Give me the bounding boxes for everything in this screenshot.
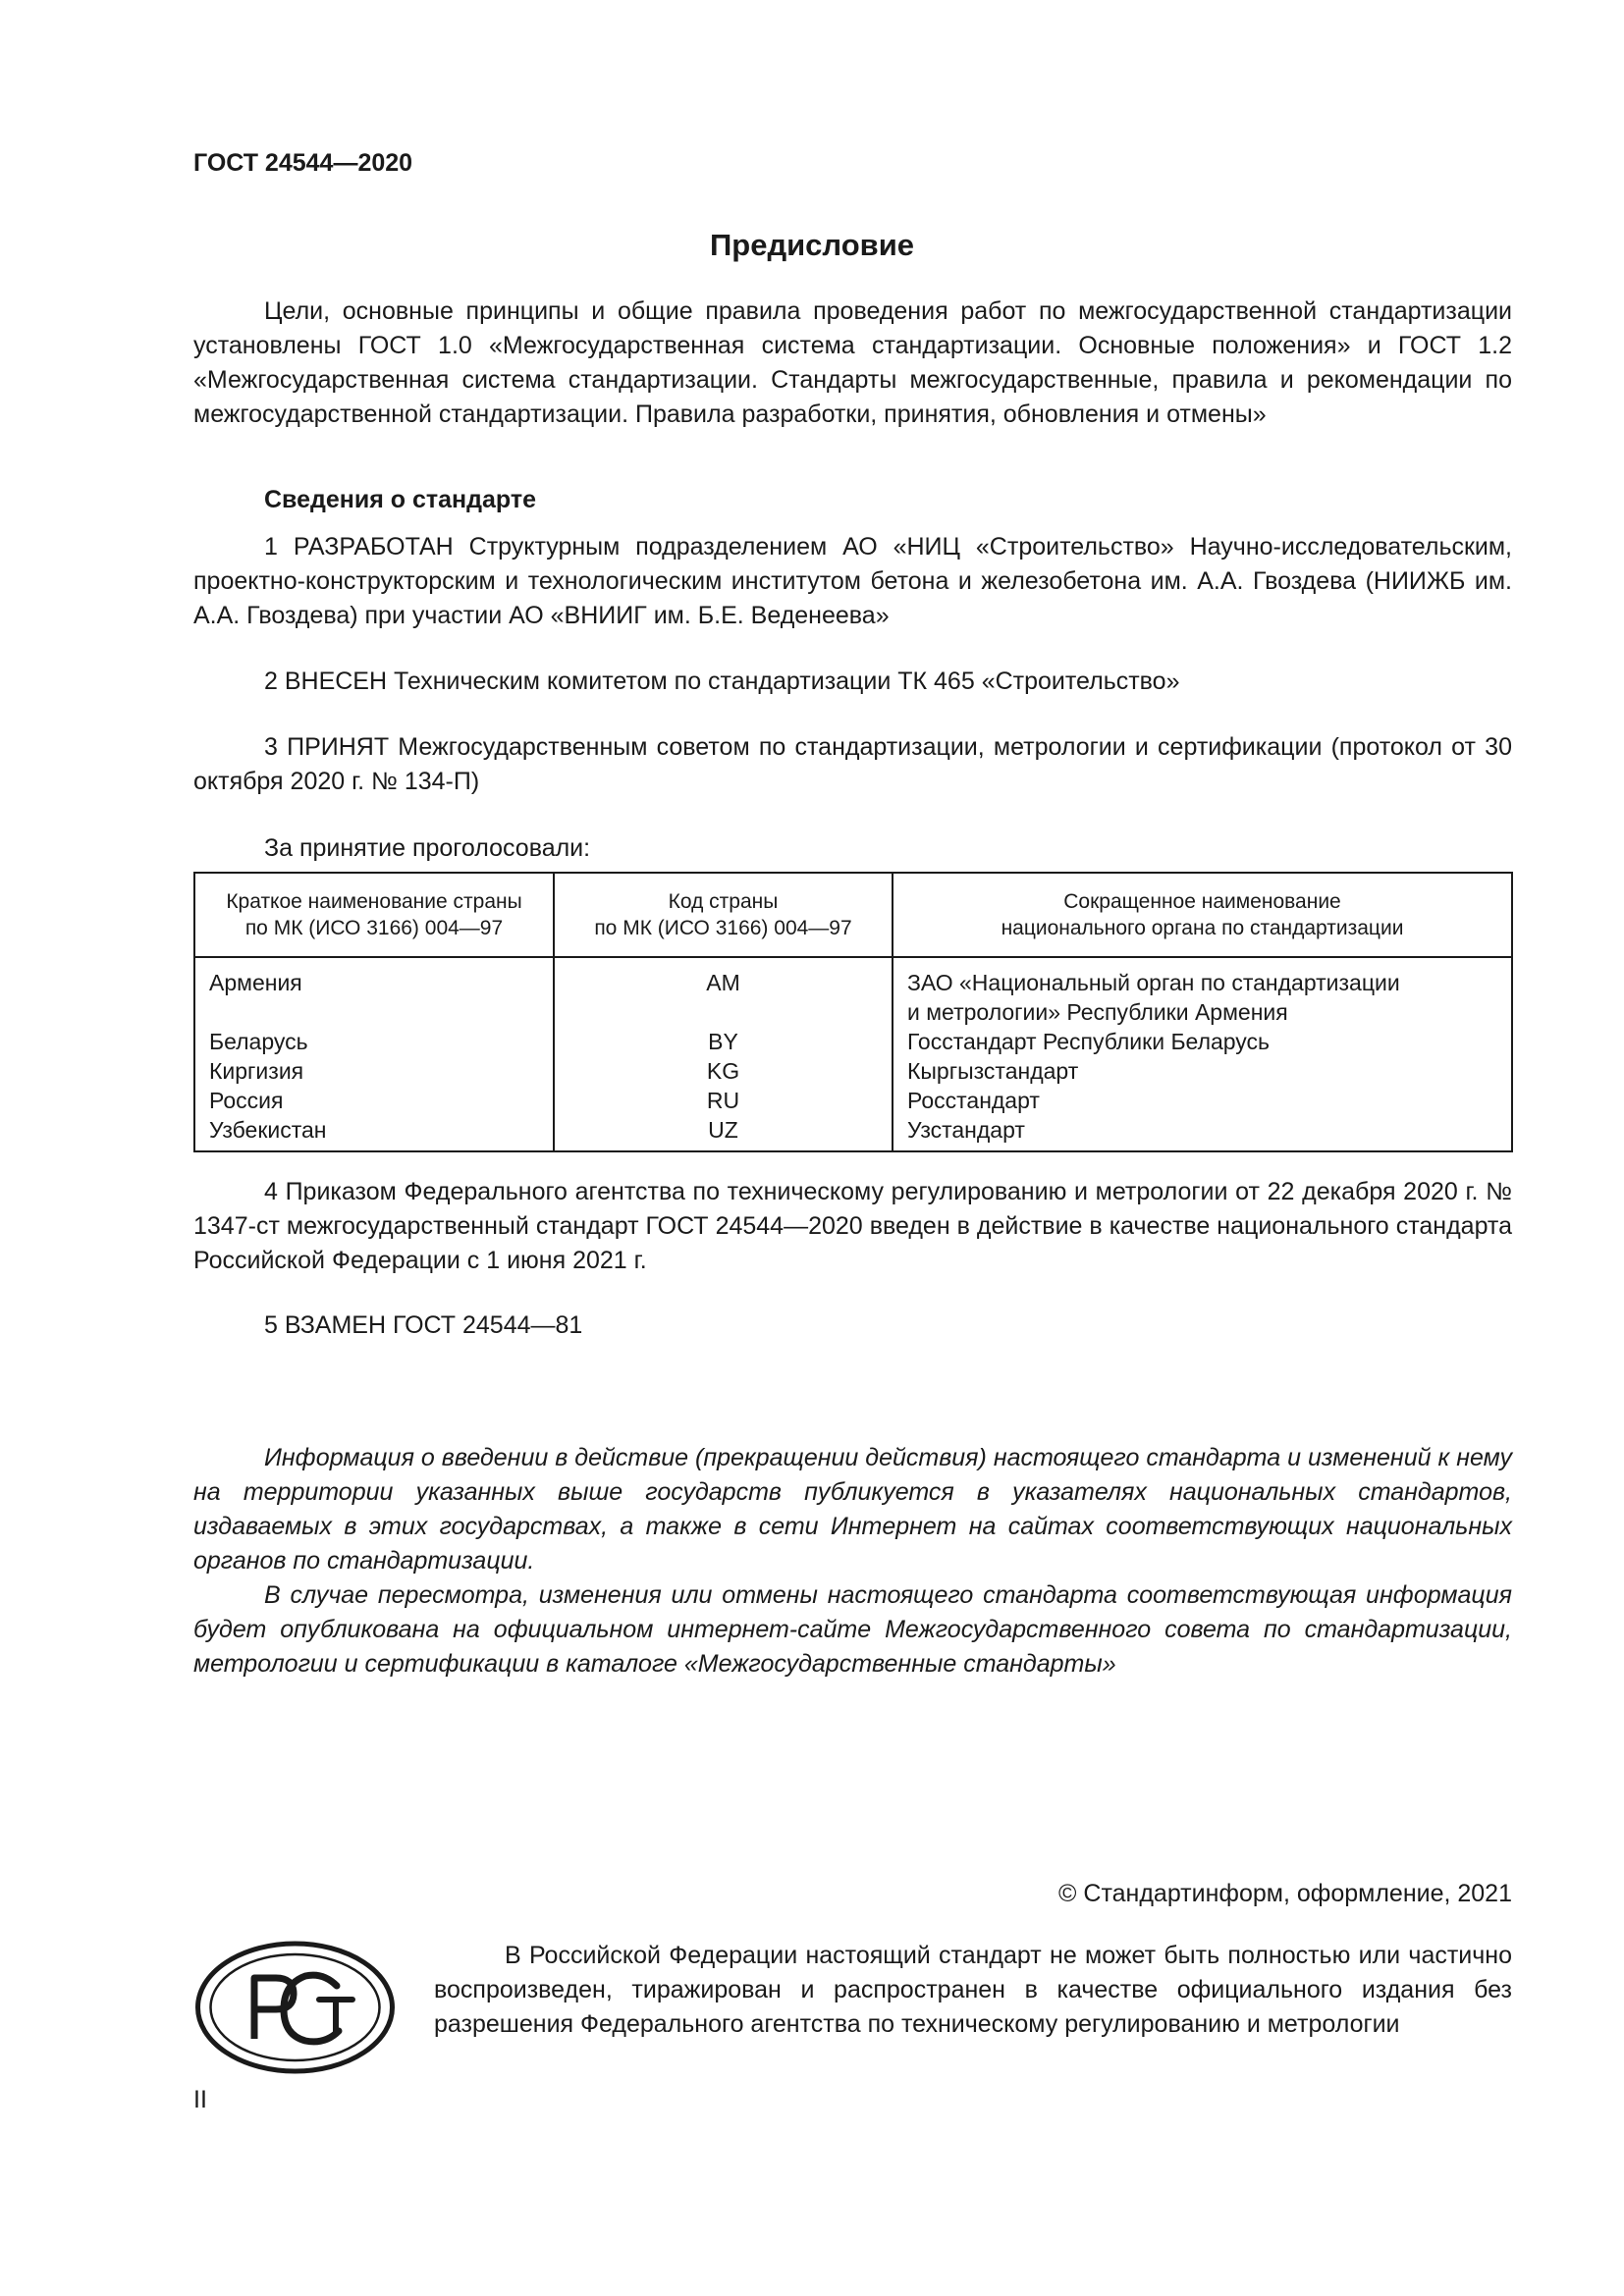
body-cell: Узстандарт <box>893 1115 1512 1151</box>
header-line: национального органа по стандартизации <box>1001 917 1404 939</box>
item-submitted: 2 ВНЕСЕН Техническим комитетом по стандартизации ТК 465 «Строительство» <box>264 667 1180 695</box>
body-cell: и метрологии» Республики Армения <box>893 997 1512 1027</box>
code-cell: BY <box>554 1027 893 1056</box>
table-row <box>194 1115 1512 1151</box>
country-cell: Беларусь <box>194 1027 554 1056</box>
country-cell: Армения <box>194 957 554 997</box>
item-replaces: 5 ВЗАМЕН ГОСТ 24544—81 <box>264 1311 583 1339</box>
intro-paragraph: Цели, основные принципы и общие правила проведения работ по межгосударственной стандартизации установлены ГОСТ 1.0 «Межгосударственная система стандартизации. Основные положения» и ГОСТ 1.2 «Межгосударственная система стандартизации. Стандарты межгосударственные, правила и рекомендации по межгосударственной стандартизации. Правила разработки, принятия, обновления и отмены» <box>193 297 1512 428</box>
rst-certification-mark-icon <box>193 1939 397 2076</box>
header-line: по МК (ИСО 3166) 004—97 <box>594 917 852 939</box>
voting-table <box>193 872 1513 1152</box>
table-row <box>194 1086 1512 1115</box>
body-cell: ЗАО «Национальный орган по стандартизации <box>893 957 1512 997</box>
header-line: Код страны <box>668 890 779 913</box>
document-code: ГОСТ 24544—2020 <box>193 149 413 177</box>
table-row <box>194 997 1512 1027</box>
code-cell: UZ <box>554 1115 893 1151</box>
body-cell: Госстандарт Республики Беларусь <box>893 1027 1512 1056</box>
item-enacted: 4 Приказом Федерального агентства по техническому регулированию и метрологии от 22 декабря 2020 г. № 1347-ст межгосударственный стандарт ГОСТ 24544—2020 введен в действие в качестве национального стандарта Российской Федерации с 1 июня 2021 г. <box>193 1178 1512 1274</box>
table-row <box>194 957 1512 997</box>
code-cell: KG <box>554 1056 893 1086</box>
page-number: II <box>193 2086 207 2113</box>
body-cell: Росстандарт <box>893 1086 1512 1115</box>
column-header-code <box>554 873 893 957</box>
header-line: Краткое наименование страны <box>226 890 522 913</box>
header-line: Сокращенное наименование <box>1063 890 1341 913</box>
header-line: по МК (ИСО 3166) 004—97 <box>244 917 504 939</box>
voted-label: За принятие проголосовали: <box>264 834 591 862</box>
body-cell: Кыргызстандарт <box>893 1056 1512 1086</box>
table-row <box>194 1056 1512 1086</box>
table-header-row <box>194 873 1512 957</box>
column-header-body <box>893 873 1512 957</box>
table-row <box>194 1027 1512 1056</box>
country-cell <box>194 997 554 1027</box>
legal-notice: В Российской Федерации настоящий стандарт не может быть полностью или частично воспроизведен, тиражирован и распространен в качестве официального издания без разрешения Федерального агентства по техническому регулированию и метрологии <box>434 1942 1512 2038</box>
notice-publication: Информация о введении в действие (прекращении действия) настоящего стандарта и изменений к нему на территории указанных выше государств публикуется в указателях национальных стандартов, издаваемых в этих государствах, а также в сети Интернет на сайтах соответствующих национальных органов по стандартизации. <box>193 1444 1512 1575</box>
copyright-notice: © Стандартинформ, оформление, 2021 <box>1058 1880 1512 1907</box>
country-cell: Россия <box>194 1086 554 1115</box>
item-developed: 1 РАЗРАБОТАН Структурным подразделением АО «НИЦ «Строительство» Научно-исследовательским, проектно-конструкторским и технологическим институтом бетона и железобетона им. А.А. Гвоздева (НИИЖБ им. А.А. Гвоздева) при участии АО «ВНИИГ им. Б.Е. Веденеева» <box>193 533 1512 629</box>
item-adopted: 3 ПРИНЯТ Межгосударственным советом по стандартизации, метрологии и сертификации (протокол от 30 октября 2020 г. № 134-П) <box>193 733 1512 795</box>
column-header-country <box>194 873 554 957</box>
notice-revision: В случае пересмотра, изменения или отмены настоящего стандарта соответствующая информация будет опубликована на официальном интернет-сайте Межгосударственного совета по стандартизации, метрологии и сертификации в каталоге «Межгосударственные стандарты» <box>193 1581 1512 1678</box>
page-title: Предисловие <box>709 228 914 262</box>
code-cell: AM <box>554 957 893 997</box>
country-cell: Киргизия <box>194 1056 554 1086</box>
code-cell: RU <box>554 1086 893 1115</box>
code-cell <box>554 997 893 1027</box>
info-heading: Сведения о стандарте <box>264 486 537 513</box>
country-cell: Узбекистан <box>194 1115 554 1151</box>
